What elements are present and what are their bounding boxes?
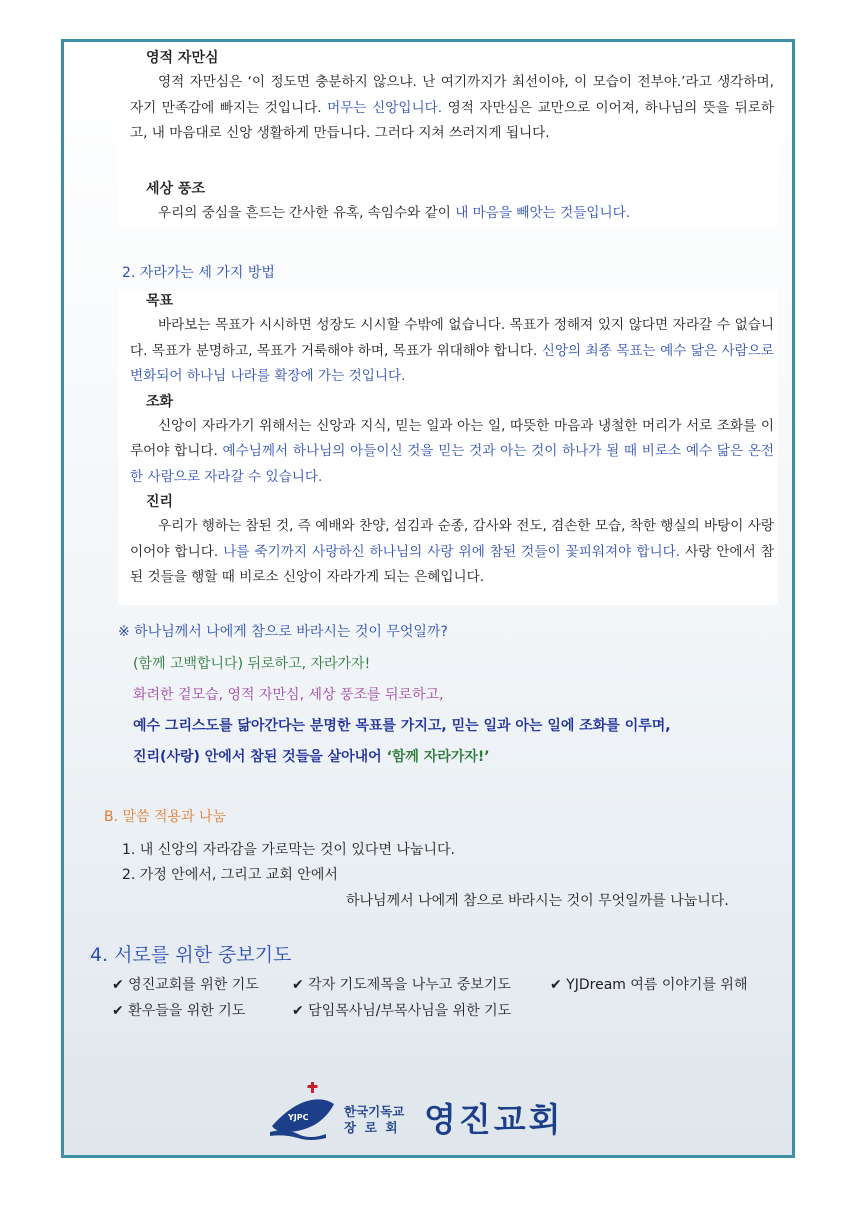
paragraph-world-trend — [118, 201, 778, 227]
confession-line-4 — [133, 746, 490, 766]
prayer-item-intercession: ✔ 각자 기도제목을 나누고 중보기도 — [292, 977, 511, 993]
prayer-item-patients: ✔ 환우들을 위한 기도 — [112, 1003, 246, 1019]
text-span: 진리(사랑) 안에서 참된 것들을 살아내어 — [133, 749, 387, 765]
paragraph-goal — [118, 313, 778, 390]
emblem-text: YJPC — [288, 1113, 309, 1122]
heading-goal: 목표 — [146, 293, 174, 309]
text-span-emphasis: 나를 죽기까지 사랑하신 하나님의 사랑 위에 참된 것들이 꽃피워져야 합니다. — [223, 543, 681, 560]
prayer-item-yjdream: ✔ YJDream 여름 이야기를 위해 — [550, 977, 748, 993]
reflection-question: ※ 하나님께서 나에게 참으로 바라시는 것이 무엇일까? — [118, 624, 448, 640]
text-span: 영적 자만심은 ‘이 정도면 충분하지 않으냐. 난 여기까지가 최선이야, 이 모습이 전부야.’라고 생각하며, 자기 만족감에 빠지는 것입니다. — [130, 74, 774, 116]
heading-harmony: 조화 — [146, 393, 174, 410]
heading-spiritual-pride: 영적 자만심 — [146, 50, 219, 66]
text-span-emphasis: 머무는 신앙입니다. — [327, 99, 443, 116]
paragraph-harmony — [118, 414, 778, 491]
text-span-emphasis: 예수님께서 하나님의 아들이신 것을 믿는 것과 아는 것이 하나가 될 때 비로소 예수 닮은 온전한 사람으로 자라갈 수 있습니다. — [130, 443, 774, 485]
logo-church-name: 영진교회 — [424, 1100, 564, 1139]
logo-line-2: 장 로 회 — [344, 1120, 398, 1135]
heading-world-trend: 세상 풍조 — [146, 180, 205, 197]
church-emblem-icon — [268, 1082, 340, 1142]
content-box-pride-world — [118, 44, 778, 227]
text-span: 사랑 안에서 참된 것들을 행할 때 비로소 신앙이 자라가게 되는 은혜입니다. — [130, 543, 774, 585]
section-b-title: B. 말씀 적용과 나눔 — [104, 809, 227, 825]
confession-line-3: 예수 그리스도를 닮아간다는 분명한 목표를 가지고, 믿는 일과 아는 일에 조화를 이루며, — [133, 718, 671, 734]
text-span: 영적 자만심은 교만으로 이어져, 하나님의 뜻을 뒤로하고, 내 마음대로 신앙 생활하게 만듭니다. 그러다 지쳐 쓰러지게 됩니다. — [130, 99, 774, 141]
paragraph-spiritual-pride — [118, 70, 778, 147]
church-logo — [268, 1082, 598, 1142]
prayer-item-pastors: ✔ 담임목사님/부목사님을 위한 기도 — [292, 1003, 512, 1019]
text-span-emphasis: 내 마음을 빼앗는 것들입니다. — [455, 204, 631, 221]
confession-line-1: (함께 고백합니다) 뒤로하고, 자라가자! — [133, 656, 371, 672]
sharing-item-3: 하나님께서 나에게 참으로 바라시는 것이 무엇일까를 나눕니다. — [346, 893, 729, 909]
paragraph-truth — [118, 514, 778, 591]
section-4-title: 4. 서로를 위한 중보기도 — [90, 944, 292, 966]
text-span: 신앙이 자라가기 위해서는 신앙과 지식, 믿는 일과 아는 일, 따뜻한 마음과 냉철한 머리가 서로 조화를 이루어야 합니다. — [130, 417, 774, 459]
confession-line-2: 화려한 겉모습, 영적 자만심, 세상 풍조를 뒤로하고, — [133, 687, 444, 703]
text-span: 우리의 중심을 흔드는 간사한 유혹, 속임수와 같이 — [158, 204, 456, 221]
text-span-emphasis: ‘함께 자라가자!’ — [386, 749, 490, 765]
content-box-three-ways — [118, 289, 778, 605]
sharing-item-1: 1. 내 신앙의 자라감을 가로막는 것이 있다면 나눕니다. — [122, 842, 455, 858]
sharing-item-2: 2. 가정 안에서, 그리고 교회 안에서 — [122, 867, 338, 883]
text-span: 바라보는 목표가 시시하면 성장도 시시할 수밖에 없습니다. 목표가 정해져 있지 않다면 자라갈 수 없습니다. 목표가 분명하고, 목표가 거룩해야 하며, 목표가 위대해야 합니다. — [130, 317, 774, 359]
logo-line-1: 한국기독교 — [344, 1104, 405, 1119]
prayer-item-church: ✔ 영진교회를 위한 기도 — [112, 977, 259, 993]
section-2-title: 2. 자라가는 세 가지 방법 — [122, 265, 275, 281]
text-span: 우리가 행하는 참된 것, 즉 예배와 찬양, 섬김과 순종, 감사와 전도, 겸손한 모습, 착한 행실의 바탕이 사랑이어야 합니다. — [130, 518, 775, 560]
heading-truth: 진리 — [146, 494, 174, 510]
text-span-emphasis: 신앙의 최종 목표는 예수 닮은 사람으로 변화되어 하나님 나라를 확장에 가는 것입니다. — [130, 342, 774, 384]
